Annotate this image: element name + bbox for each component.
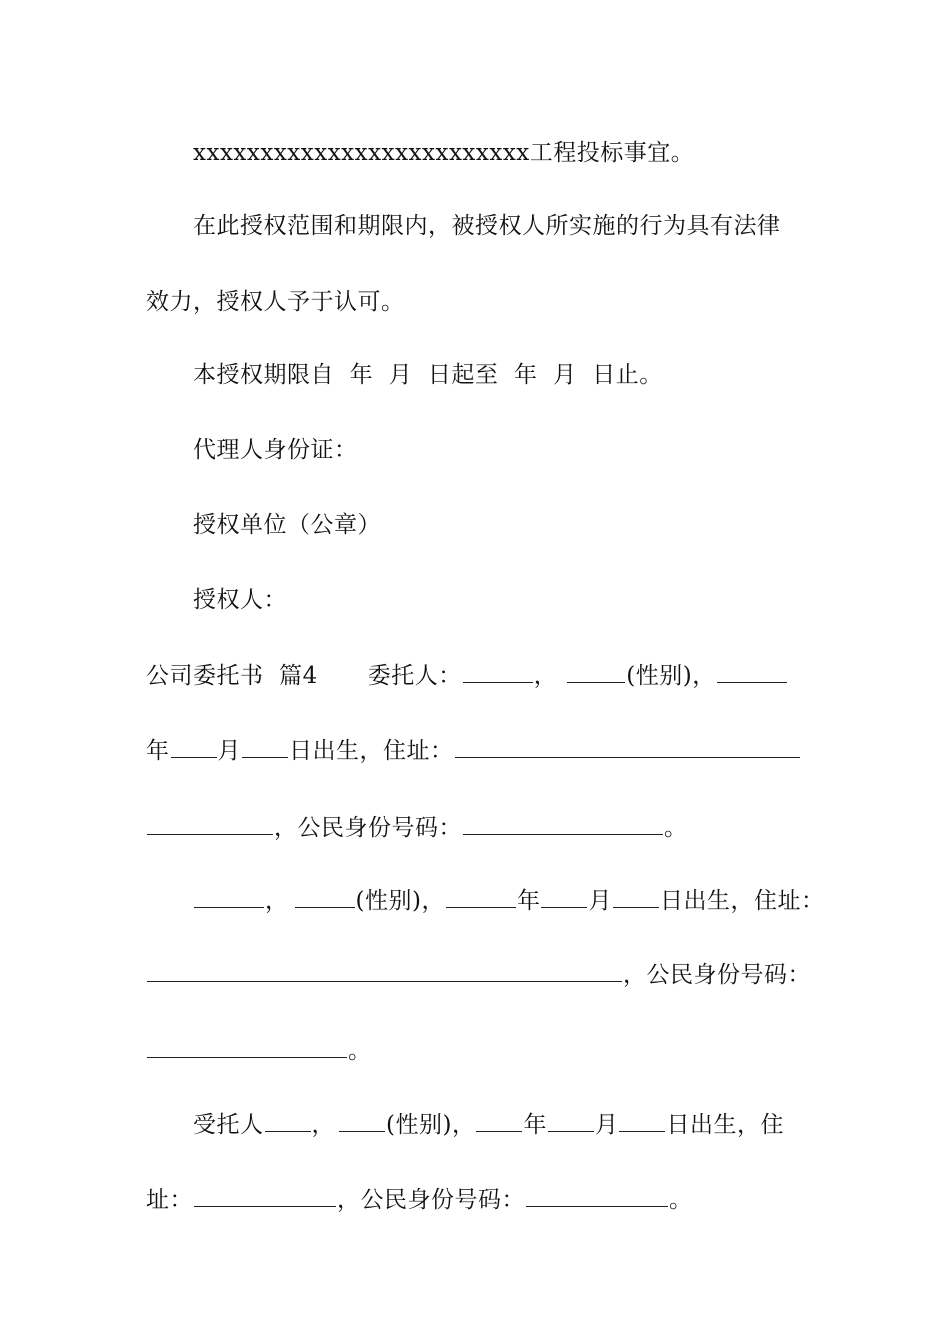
- second-principal-birth-month-blank[interactable]: [541, 883, 587, 908]
- section-heading-line: [146, 658, 826, 692]
- principal-name-blank[interactable]: [463, 658, 533, 683]
- principal-address-cont-blank[interactable]: [147, 810, 273, 835]
- birth-address-label: 日出生，住: [666, 1112, 784, 1138]
- second-principal-id-blank[interactable]: [147, 1033, 347, 1058]
- authorizing-unit-seal-label: 授权单位（公章）: [193, 512, 381, 538]
- second-principal-gender-blank[interactable]: [295, 883, 355, 908]
- agent-label: 受托人: [193, 1112, 264, 1138]
- agent-id-blank[interactable]: [526, 1182, 668, 1207]
- principal-label: 委托人：: [367, 663, 462, 689]
- second-principal-address-line: [146, 957, 826, 991]
- address-label: 址：: [146, 1187, 193, 1213]
- gender-label: (性别)，: [355, 888, 445, 914]
- id-number-label: ，公民身份号码：: [337, 1187, 525, 1213]
- year-label: 年: [523, 1112, 547, 1138]
- agent-address-line: [146, 1182, 826, 1216]
- year-label: 年: [146, 738, 170, 764]
- section-heading: 公司委托书 篇4: [146, 663, 318, 689]
- principal-birth-month-blank[interactable]: [171, 733, 217, 758]
- principal-birth-day-blank[interactable]: [242, 733, 288, 758]
- gender-label: (性别)，: [386, 1112, 476, 1138]
- agent-gender-blank[interactable]: [339, 1107, 385, 1132]
- agent-birth-day-blank[interactable]: [619, 1107, 665, 1132]
- paragraph-authorization-period: 本授权期限自 年 月 日起至 年 月 日止。: [193, 362, 663, 388]
- comma-text: ，: [311, 1112, 335, 1138]
- second-principal-line: [193, 883, 873, 917]
- authorizer-label: 授权人：: [193, 587, 287, 613]
- agent-address-blank[interactable]: [194, 1182, 336, 1207]
- agent-birth-month-blank[interactable]: [548, 1107, 594, 1132]
- principal-birth-line: [146, 733, 826, 767]
- agent-id-label: 代理人身份证：: [193, 437, 358, 463]
- principal-gender-blank[interactable]: [567, 658, 625, 683]
- second-principal-id-line: [146, 1033, 826, 1067]
- birth-address-label: 日出生，住址：: [289, 738, 454, 764]
- paragraph-authorization-scope-cont: 效力，授权人予于认可。: [146, 289, 405, 315]
- second-principal-name-blank[interactable]: [194, 883, 264, 908]
- year-label: 年: [516, 888, 541, 914]
- principal-birth-year-blank[interactable]: [717, 658, 787, 683]
- agent-name-blank[interactable]: [265, 1107, 311, 1132]
- second-principal-birth-day-blank[interactable]: [613, 883, 659, 908]
- id-number-label: ，公民身份号码：: [623, 962, 811, 988]
- month-label: 月: [588, 888, 612, 914]
- month-label: 月: [217, 738, 241, 764]
- paragraph-project-bidding: xxxxxxxxxxxxxxxxxxxxxxxxx工程投标事宜。: [193, 140, 695, 166]
- birth-address-label: 日出生，住址：: [659, 888, 825, 914]
- period-text: 。: [664, 815, 688, 841]
- principal-address-blank[interactable]: [455, 733, 800, 758]
- second-principal-birth-year-blank[interactable]: [446, 883, 516, 908]
- principal-id-blank[interactable]: [463, 810, 663, 835]
- period-text: 。: [348, 1038, 372, 1064]
- second-principal-address-blank[interactable]: [147, 957, 622, 982]
- gender-label: (性别)，: [626, 663, 716, 689]
- comma-text: ，: [533, 663, 558, 689]
- agent-birth-year-blank[interactable]: [476, 1107, 522, 1132]
- comma-text: ，: [265, 888, 289, 914]
- agent-line: [193, 1107, 873, 1141]
- principal-id-line: [146, 810, 826, 844]
- id-number-label: ，公民身份号码：: [274, 815, 462, 841]
- period-text: 。: [669, 1187, 693, 1213]
- paragraph-authorization-scope: 在此授权范围和期限内，被授权人所实施的行为具有法律: [193, 213, 781, 239]
- month-label: 月: [594, 1112, 619, 1138]
